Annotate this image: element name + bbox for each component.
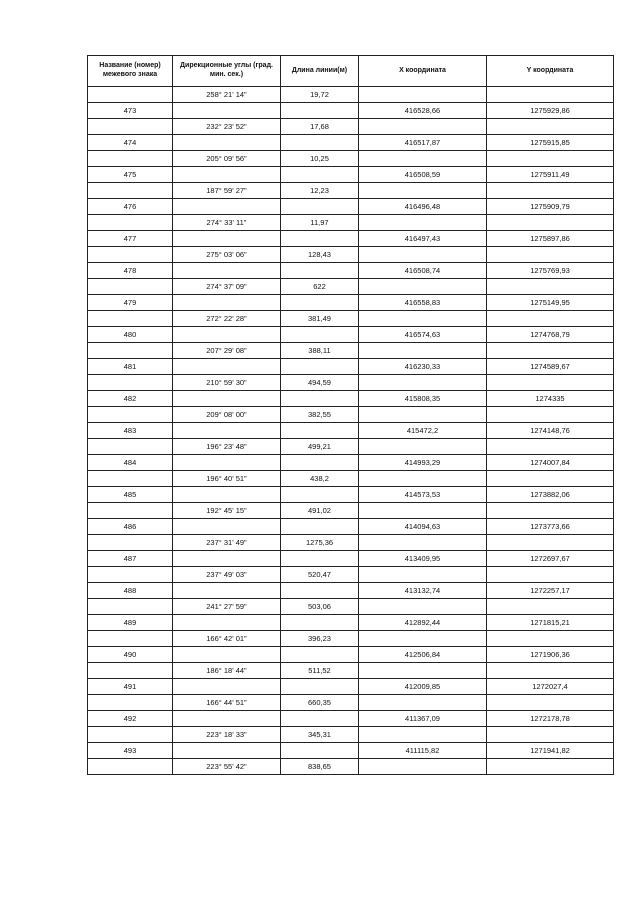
cell-direction-angle: 196° 40' 51" — [173, 471, 281, 487]
cell-line-length — [281, 231, 359, 247]
cell-marker-name — [88, 215, 173, 231]
header-x-coordinate: X координата — [359, 56, 487, 87]
cell-x-coordinate: 415808,35 — [359, 391, 487, 407]
cell-line-length — [281, 391, 359, 407]
cell-marker-name: 486 — [88, 519, 173, 535]
cell-line-length: 511,52 — [281, 663, 359, 679]
boundary-coordinates-table — [87, 55, 614, 775]
cell-y-coordinate: 1275929,86 — [487, 103, 614, 119]
table-row — [88, 135, 614, 151]
cell-marker-name — [88, 279, 173, 295]
cell-direction-angle: 210° 59' 30" — [173, 375, 281, 391]
cell-x-coordinate — [359, 567, 487, 583]
cell-line-length: 128,43 — [281, 247, 359, 263]
cell-line-length: 503,06 — [281, 599, 359, 615]
cell-marker-name: 477 — [88, 231, 173, 247]
cell-direction-angle — [173, 679, 281, 695]
cell-marker-name — [88, 727, 173, 743]
cell-marker-name: 491 — [88, 679, 173, 695]
table-row — [88, 167, 614, 183]
cell-x-coordinate: 414573,53 — [359, 487, 487, 503]
cell-y-coordinate: 1272027,4 — [487, 679, 614, 695]
cell-line-length — [281, 551, 359, 567]
cell-marker-name — [88, 695, 173, 711]
cell-marker-name — [88, 311, 173, 327]
cell-y-coordinate — [487, 439, 614, 455]
cell-x-coordinate: 413132,74 — [359, 583, 487, 599]
cell-marker-name: 482 — [88, 391, 173, 407]
cell-y-coordinate — [487, 727, 614, 743]
cell-x-coordinate: 416508,74 — [359, 263, 487, 279]
cell-direction-angle: 272° 22' 28" — [173, 311, 281, 327]
cell-y-coordinate — [487, 503, 614, 519]
cell-line-length — [281, 423, 359, 439]
cell-line-length: 622 — [281, 279, 359, 295]
cell-y-coordinate — [487, 183, 614, 199]
cell-x-coordinate — [359, 439, 487, 455]
cell-x-coordinate — [359, 247, 487, 263]
cell-direction-angle — [173, 391, 281, 407]
cell-y-coordinate — [487, 631, 614, 647]
cell-direction-angle — [173, 167, 281, 183]
cell-line-length: 19,72 — [281, 87, 359, 103]
table-row — [88, 183, 614, 199]
cell-marker-name: 479 — [88, 295, 173, 311]
cell-direction-angle: 237° 49' 03" — [173, 567, 281, 583]
table-row — [88, 631, 614, 647]
cell-line-length: 1275,36 — [281, 535, 359, 551]
cell-marker-name: 475 — [88, 167, 173, 183]
cell-line-length — [281, 295, 359, 311]
cell-x-coordinate — [359, 695, 487, 711]
table-row — [88, 327, 614, 343]
cell-marker-name — [88, 343, 173, 359]
table-row — [88, 711, 614, 727]
cell-marker-name — [88, 407, 173, 423]
cell-y-coordinate — [487, 599, 614, 615]
cell-x-coordinate: 411367,09 — [359, 711, 487, 727]
header-marker-name: Название (номер) межевого знака — [88, 56, 173, 87]
cell-direction-angle: 274° 33' 11" — [173, 215, 281, 231]
cell-x-coordinate: 416497,43 — [359, 231, 487, 247]
cell-marker-name: 488 — [88, 583, 173, 599]
cell-y-coordinate — [487, 119, 614, 135]
cell-line-length: 388,11 — [281, 343, 359, 359]
header-line-length: Длина линии(м) — [281, 56, 359, 87]
table-body — [88, 87, 614, 775]
cell-x-coordinate: 416528,66 — [359, 103, 487, 119]
cell-line-length — [281, 103, 359, 119]
cell-x-coordinate — [359, 151, 487, 167]
cell-line-length: 838,65 — [281, 759, 359, 775]
cell-marker-name: 489 — [88, 615, 173, 631]
table-row — [88, 727, 614, 743]
cell-direction-angle: 258° 21' 14" — [173, 87, 281, 103]
cell-y-coordinate: 1275897,86 — [487, 231, 614, 247]
cell-marker-name — [88, 503, 173, 519]
table-row — [88, 199, 614, 215]
cell-y-coordinate: 1274335 — [487, 391, 614, 407]
cell-y-coordinate — [487, 695, 614, 711]
table-row — [88, 359, 614, 375]
cell-direction-angle: 186° 18' 44" — [173, 663, 281, 679]
cell-line-length — [281, 615, 359, 631]
cell-y-coordinate — [487, 87, 614, 103]
cell-x-coordinate — [359, 183, 487, 199]
cell-x-coordinate: 411115,82 — [359, 743, 487, 759]
cell-x-coordinate: 414094,63 — [359, 519, 487, 535]
cell-x-coordinate — [359, 279, 487, 295]
cell-line-length: 396,23 — [281, 631, 359, 647]
cell-x-coordinate: 415472,2 — [359, 423, 487, 439]
cell-x-coordinate — [359, 407, 487, 423]
cell-x-coordinate — [359, 215, 487, 231]
table-row — [88, 423, 614, 439]
cell-direction-angle — [173, 231, 281, 247]
cell-marker-name: 480 — [88, 327, 173, 343]
cell-line-length: 381,49 — [281, 311, 359, 327]
table-header-row — [88, 56, 614, 87]
table-row — [88, 471, 614, 487]
cell-y-coordinate — [487, 471, 614, 487]
cell-marker-name: 474 — [88, 135, 173, 151]
cell-x-coordinate: 416508,59 — [359, 167, 487, 183]
cell-marker-name: 483 — [88, 423, 173, 439]
cell-marker-name — [88, 183, 173, 199]
cell-direction-angle: 196° 23' 48" — [173, 439, 281, 455]
cell-y-coordinate: 1273773,66 — [487, 519, 614, 535]
cell-direction-angle — [173, 263, 281, 279]
cell-direction-angle — [173, 359, 281, 375]
cell-marker-name — [88, 439, 173, 455]
table-row — [88, 375, 614, 391]
cell-x-coordinate — [359, 343, 487, 359]
table-row — [88, 567, 614, 583]
cell-line-length: 11,97 — [281, 215, 359, 231]
cell-line-length: 491,02 — [281, 503, 359, 519]
cell-line-length: 499,21 — [281, 439, 359, 455]
cell-line-length: 438,2 — [281, 471, 359, 487]
table-row — [88, 311, 614, 327]
cell-y-coordinate — [487, 279, 614, 295]
cell-marker-name: 493 — [88, 743, 173, 759]
cell-x-coordinate: 416230,33 — [359, 359, 487, 375]
cell-line-length — [281, 679, 359, 695]
cell-marker-name: 481 — [88, 359, 173, 375]
table-row — [88, 263, 614, 279]
cell-direction-angle: 232° 23' 52" — [173, 119, 281, 135]
cell-direction-angle — [173, 487, 281, 503]
cell-y-coordinate: 1275769,93 — [487, 263, 614, 279]
header-y-coordinate: Y координата — [487, 56, 614, 87]
cell-y-coordinate — [487, 407, 614, 423]
cell-y-coordinate — [487, 375, 614, 391]
table-row — [88, 439, 614, 455]
cell-direction-angle — [173, 711, 281, 727]
cell-x-coordinate — [359, 311, 487, 327]
cell-direction-angle: 209° 08' 00" — [173, 407, 281, 423]
cell-direction-angle — [173, 423, 281, 439]
table-row — [88, 119, 614, 135]
cell-line-length: 660,35 — [281, 695, 359, 711]
cell-marker-name — [88, 631, 173, 647]
cell-x-coordinate — [359, 119, 487, 135]
cell-y-coordinate: 1275909,79 — [487, 199, 614, 215]
cell-y-coordinate — [487, 663, 614, 679]
cell-y-coordinate — [487, 343, 614, 359]
table-row — [88, 615, 614, 631]
cell-x-coordinate: 412506,84 — [359, 647, 487, 663]
table-row — [88, 295, 614, 311]
cell-line-length: 382,55 — [281, 407, 359, 423]
cell-x-coordinate — [359, 663, 487, 679]
cell-direction-angle — [173, 615, 281, 631]
header-direction-angle: Дирекционные углы (град. мин. сек.) — [173, 56, 281, 87]
cell-marker-name — [88, 535, 173, 551]
cell-line-length — [281, 199, 359, 215]
cell-direction-angle: 207° 29' 08" — [173, 343, 281, 359]
cell-line-length: 345,31 — [281, 727, 359, 743]
table-row — [88, 535, 614, 551]
cell-marker-name — [88, 471, 173, 487]
cell-y-coordinate: 1272697,67 — [487, 551, 614, 567]
cell-x-coordinate: 413409,95 — [359, 551, 487, 567]
cell-x-coordinate — [359, 631, 487, 647]
table-row — [88, 487, 614, 503]
cell-direction-angle: 166° 44' 51" — [173, 695, 281, 711]
cell-direction-angle — [173, 519, 281, 535]
cell-direction-angle: 241° 27' 59" — [173, 599, 281, 615]
cell-marker-name — [88, 663, 173, 679]
cell-direction-angle — [173, 135, 281, 151]
table-row — [88, 503, 614, 519]
cell-y-coordinate — [487, 759, 614, 775]
cell-direction-angle — [173, 647, 281, 663]
table-row — [88, 247, 614, 263]
cell-direction-angle: 205° 09' 56" — [173, 151, 281, 167]
cell-x-coordinate: 412009,85 — [359, 679, 487, 695]
cell-line-length — [281, 711, 359, 727]
cell-x-coordinate: 414993,29 — [359, 455, 487, 471]
cell-x-coordinate — [359, 727, 487, 743]
cell-direction-angle — [173, 103, 281, 119]
cell-line-length — [281, 455, 359, 471]
cell-marker-name — [88, 247, 173, 263]
cell-direction-angle: 223° 18' 33" — [173, 727, 281, 743]
table-row — [88, 103, 614, 119]
table-row — [88, 407, 614, 423]
cell-x-coordinate — [359, 759, 487, 775]
cell-x-coordinate — [359, 471, 487, 487]
cell-direction-angle — [173, 743, 281, 759]
cell-y-coordinate: 1272178,78 — [487, 711, 614, 727]
cell-y-coordinate: 1271906,36 — [487, 647, 614, 663]
cell-direction-angle — [173, 199, 281, 215]
cell-x-coordinate — [359, 535, 487, 551]
cell-line-length: 12,23 — [281, 183, 359, 199]
cell-line-length — [281, 647, 359, 663]
cell-direction-angle — [173, 551, 281, 567]
cell-marker-name — [88, 759, 173, 775]
cell-line-length — [281, 487, 359, 503]
cell-x-coordinate: 416558,83 — [359, 295, 487, 311]
table-row — [88, 215, 614, 231]
cell-direction-angle: 275° 03' 06" — [173, 247, 281, 263]
cell-marker-name — [88, 87, 173, 103]
table-row — [88, 519, 614, 535]
cell-x-coordinate — [359, 599, 487, 615]
table-row — [88, 551, 614, 567]
cell-direction-angle: 223° 55' 42" — [173, 759, 281, 775]
cell-y-coordinate: 1271815,21 — [487, 615, 614, 631]
cell-marker-name: 473 — [88, 103, 173, 119]
cell-line-length — [281, 135, 359, 151]
cell-direction-angle: 192° 45' 15" — [173, 503, 281, 519]
table-row — [88, 87, 614, 103]
cell-line-length — [281, 167, 359, 183]
cell-marker-name — [88, 599, 173, 615]
cell-marker-name: 478 — [88, 263, 173, 279]
cell-x-coordinate: 416517,87 — [359, 135, 487, 151]
cell-marker-name: 490 — [88, 647, 173, 663]
cell-direction-angle: 237° 31' 49" — [173, 535, 281, 551]
table-row — [88, 583, 614, 599]
cell-x-coordinate — [359, 503, 487, 519]
cell-line-length: 10,25 — [281, 151, 359, 167]
cell-y-coordinate: 1275911,49 — [487, 167, 614, 183]
table-row — [88, 679, 614, 695]
table-row — [88, 759, 614, 775]
cell-marker-name: 484 — [88, 455, 173, 471]
cell-line-length: 17,68 — [281, 119, 359, 135]
table-row — [88, 231, 614, 247]
cell-marker-name — [88, 567, 173, 583]
cell-y-coordinate: 1275915,85 — [487, 135, 614, 151]
cell-x-coordinate: 416574,63 — [359, 327, 487, 343]
cell-line-length: 520,47 — [281, 567, 359, 583]
cell-direction-angle — [173, 455, 281, 471]
cell-y-coordinate — [487, 247, 614, 263]
cell-y-coordinate — [487, 215, 614, 231]
cell-x-coordinate: 412892,44 — [359, 615, 487, 631]
table-row — [88, 391, 614, 407]
cell-direction-angle — [173, 583, 281, 599]
cell-x-coordinate: 416496,48 — [359, 199, 487, 215]
cell-y-coordinate: 1274007,84 — [487, 455, 614, 471]
cell-direction-angle: 166° 42' 01" — [173, 631, 281, 647]
cell-line-length — [281, 263, 359, 279]
cell-y-coordinate: 1273882,06 — [487, 487, 614, 503]
cell-marker-name — [88, 119, 173, 135]
cell-marker-name — [88, 151, 173, 167]
cell-line-length — [281, 359, 359, 375]
table-row — [88, 151, 614, 167]
table-row — [88, 279, 614, 295]
cell-y-coordinate: 1271941,82 — [487, 743, 614, 759]
cell-marker-name: 476 — [88, 199, 173, 215]
cell-line-length — [281, 583, 359, 599]
cell-y-coordinate: 1274768,79 — [487, 327, 614, 343]
cell-line-length: 494,59 — [281, 375, 359, 391]
cell-direction-angle: 187° 59' 27" — [173, 183, 281, 199]
cell-x-coordinate — [359, 87, 487, 103]
cell-x-coordinate — [359, 375, 487, 391]
table-row — [88, 343, 614, 359]
cell-line-length — [281, 743, 359, 759]
cell-marker-name: 485 — [88, 487, 173, 503]
cell-y-coordinate: 1272257,17 — [487, 583, 614, 599]
cell-y-coordinate — [487, 311, 614, 327]
cell-y-coordinate — [487, 535, 614, 551]
cell-direction-angle: 274° 37' 09" — [173, 279, 281, 295]
cell-direction-angle — [173, 327, 281, 343]
cell-y-coordinate: 1274589,67 — [487, 359, 614, 375]
table-row — [88, 455, 614, 471]
cell-direction-angle — [173, 295, 281, 311]
cell-marker-name: 487 — [88, 551, 173, 567]
cell-line-length — [281, 519, 359, 535]
cell-y-coordinate — [487, 567, 614, 583]
cell-marker-name — [88, 375, 173, 391]
table-row — [88, 599, 614, 615]
table-row — [88, 647, 614, 663]
table-row — [88, 695, 614, 711]
table-row — [88, 663, 614, 679]
cell-marker-name: 492 — [88, 711, 173, 727]
cell-line-length — [281, 327, 359, 343]
table-row — [88, 743, 614, 759]
cell-y-coordinate: 1275149,95 — [487, 295, 614, 311]
cell-y-coordinate — [487, 151, 614, 167]
cell-y-coordinate: 1274148,76 — [487, 423, 614, 439]
